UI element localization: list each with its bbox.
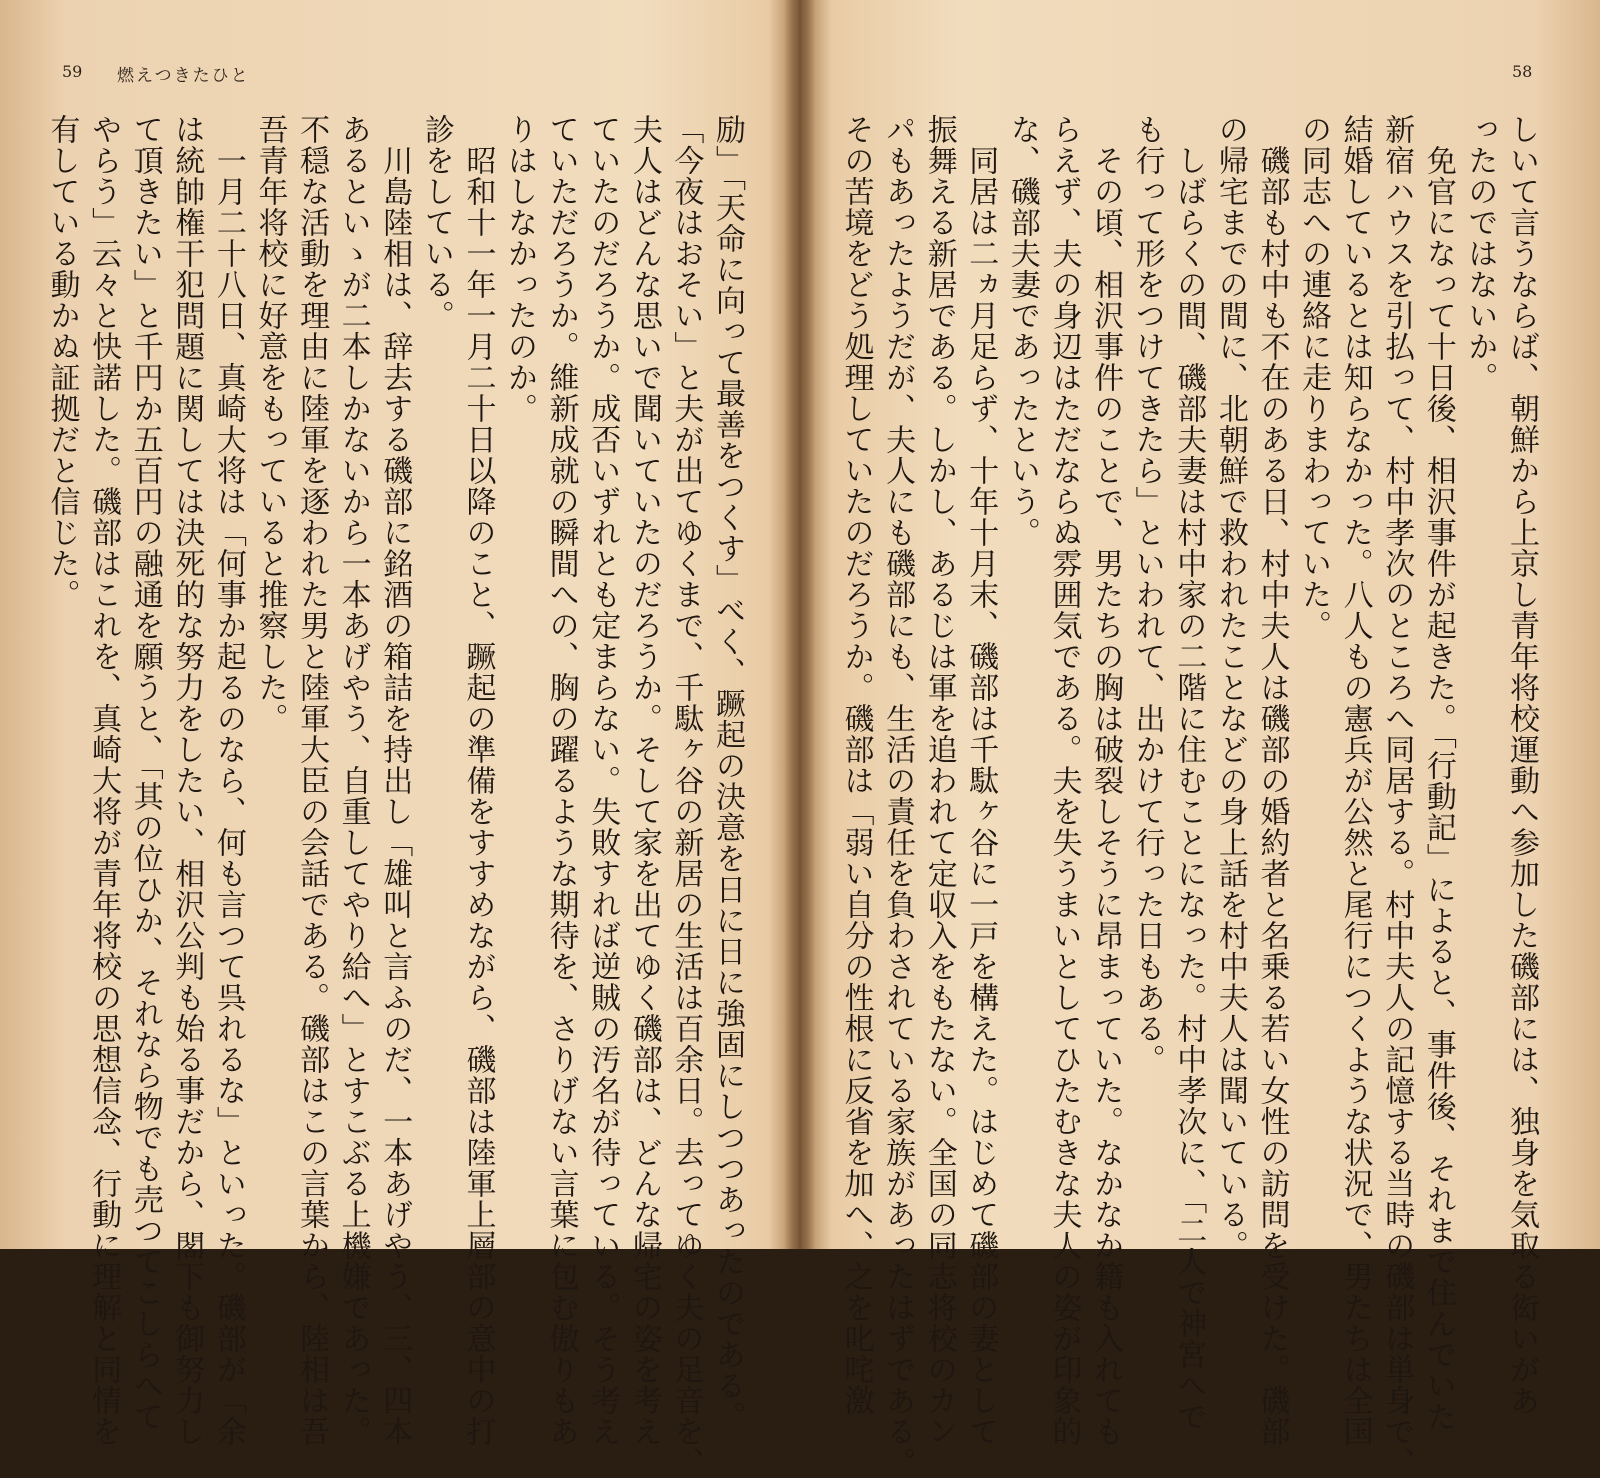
text-line: 不穏な活動を理由に陸軍を逐われた男と陸軍大臣の会話である。磯部はこの言葉から、陸相は吾: [294, 114, 330, 1447]
text-line: も行って形をつけてきたら」といわれて、出かけて行った日もある。: [1129, 114, 1165, 1075]
text-line: の同志への連絡に走りまわっていた。: [1296, 114, 1332, 641]
text-line: 振舞える新居である。しかし、あるじは軍を追われて定収入をもたない。全国の同志将校のカン: [921, 114, 957, 1447]
text-line: その苦境をどう処理していたのだろうか。磯部は「弱い自分の性根に反省を加へ、之を叱咤激: [838, 114, 874, 1416]
text-line: は統帥権干犯問題に関しては決死的な努力をしたい、相沢公判も始る事だから、閣下も御努力し: [169, 114, 205, 1447]
text-line: ていただろうか。維新成就の瞬間への、胸の躍るような期待を、さりげない言葉に包む傲りもあ: [543, 114, 579, 1447]
text-line: らえず、夫の身辺はただならぬ雰囲気である。夫を失うまいとしてひたむきな夫人の姿が印象的: [1046, 114, 1082, 1447]
text-line: 励」「天命に向って最善をつくす」べく、蹶起の決意を日に日に強固にしつつあったのである。: [710, 114, 745, 1432]
text-line: ていたのだろうか。成否いずれとも定まらない。失敗すれば逆賊の汚名が待っている。そう考え: [585, 114, 621, 1447]
text-line: ったのではないか。: [1462, 114, 1498, 393]
text-line: て頂きたい」と千円か五百円の融通を願うと、「其の位ひか、それなら物でも売つてこしらへて: [127, 114, 163, 1432]
right-page-body: [838, 114, 1542, 1478]
left-page-body: [44, 114, 748, 1478]
text-line: パもあったようだが、夫人にも磯部にも、生活の責任を負わされている家族があったはずである。: [880, 114, 916, 1478]
text-line: 一月二十八日、真崎大将は「何事か起るのなら、何も言つて呉れるな」といった。磯部が「余: [210, 114, 246, 1447]
text-line: 「今夜はおそい」と夫が出てゆくまで、千駄ヶ谷の新居の生活は百余日。去ってゆく夫の足音を、: [668, 114, 704, 1478]
page-number-left: 59: [62, 62, 83, 81]
text-line: 川島陸相は、辞去する磯部に銘酒の箱詰を持出し「雄叫と言ふのだ、一本あげやう、三、四本: [377, 114, 413, 1447]
text-line: の帰宅までの間に、北朝鮮で救われたことなどの身上話を村中夫人は聞いている。: [1212, 114, 1248, 1261]
text-line: な、磯部夫妻であったという。: [1004, 114, 1040, 548]
text-line: りはしなかったのか。: [502, 114, 538, 424]
text-line: 昭和十一年一月二十日以降のこと、蹶起の準備をすすめながら、磯部は陸軍上層部の意中の打: [460, 114, 496, 1447]
text-line: 診をしている。: [418, 114, 454, 331]
text-line: その頃、相沢事件のことで、男たちの胸は破裂しそうに昂まっていた。なかなか籍も入れても: [1088, 114, 1124, 1447]
text-line: 結婚しているとは知らなかった。八人もの憲兵が公然と尾行につくような状況で、男たちは全国: [1337, 114, 1373, 1447]
text-line: やらう」云々と快諾した。磯部はこれを、真崎大将が青年将校の思想信念、行動に理解と同情を: [86, 114, 122, 1447]
right-page: [800, 0, 1600, 1478]
text-line: 新宿ハウスを引払って、村中孝次のところへ同居する。村中夫人の記憶する当時の磯部は単身で、: [1379, 114, 1415, 1478]
text-line: 免官になって十日後、相沢事件が起きた。「行動記」によると、事件後、それまで住んでいた: [1420, 114, 1456, 1432]
text-line: しいて言うならば、朝鮮から上京し青年将校運動へ参加した磯部には、独身を気取る衒いがあ: [1504, 114, 1539, 1416]
page-number-right: 58: [1512, 62, 1533, 81]
text-line: しばらくの間、磯部夫妻は村中家の二階に住むことになった。村中孝次に、「二人で神宮へで: [1171, 114, 1207, 1432]
text-line: 夫人はどんな思いで聞いていたのだろうか。そして家を出てゆく磯部は、どんな帰宅の姿を考え: [626, 114, 662, 1447]
text-line: 吾青年将校に好意をもっていると推察した。: [252, 114, 288, 734]
running-title: 燃えつきたひと: [117, 66, 250, 86]
text-line: 磯部も村中も不在のある日、村中夫人は磯部の婚約者と名乗る若い女性の訪問を受けた。磯部: [1254, 114, 1290, 1447]
text-line: 有している動かぬ証拠だと信じた。: [44, 114, 80, 610]
text-line: 同居は二ヵ月足らず、十年十月末、磯部は千駄ヶ谷に一戸を構えた。はじめて磯部の妻として: [963, 114, 999, 1447]
text-line: あるといゝが二本しかないから一本あげやう、自重してやり給へ」とすこぶる上機嫌であった。: [335, 114, 371, 1447]
